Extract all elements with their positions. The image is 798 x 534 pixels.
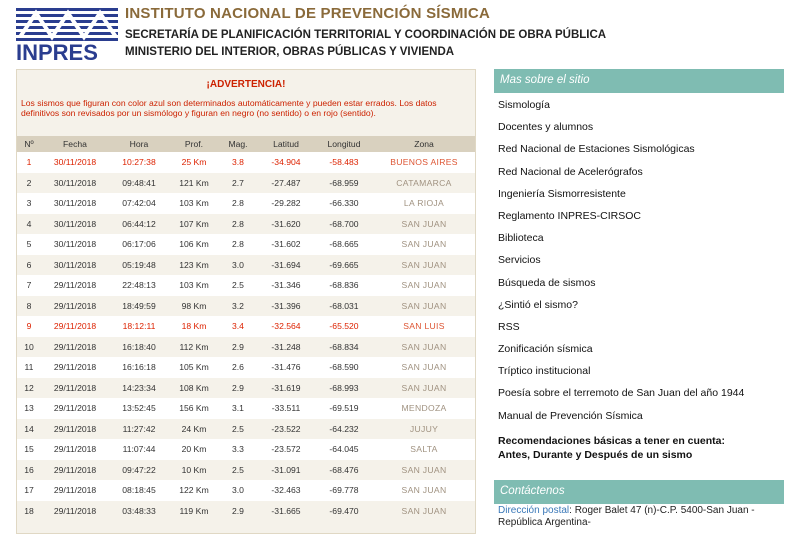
table-row[interactable] <box>17 501 475 522</box>
cell-prof: 24 Km <box>169 419 219 440</box>
cell-longitud: -68.031 <box>315 296 373 317</box>
cell-zona: SAN JUAN <box>373 275 475 296</box>
table-header-row <box>17 136 475 152</box>
sidebar-link[interactable]: ¿Sintió el sismo? <box>498 298 578 311</box>
sidebar-link-list <box>498 98 784 431</box>
cell-prof: 25 Km <box>169 152 219 173</box>
column-header-zona: Zona <box>414 139 434 149</box>
sidebar-link[interactable]: Sismología <box>498 99 550 111</box>
cell-fecha: 29/11/2018 <box>41 419 109 440</box>
cell-longitud: -68.959 <box>315 173 373 194</box>
cell-longitud: -68.590 <box>315 357 373 378</box>
cell-hora: 09:47:22 <box>109 460 169 481</box>
cell-latitud: -31.396 <box>257 296 315 317</box>
cell-numero: 12 <box>17 378 41 399</box>
cell-prof: 98 Km <box>169 296 219 317</box>
cell-hora: 10:27:38 <box>109 152 169 173</box>
cell-hora: 05:19:48 <box>109 255 169 276</box>
cell-longitud: -64.232 <box>315 419 373 440</box>
cell-zona: SAN JUAN <box>373 214 475 235</box>
table-row[interactable] <box>17 337 475 358</box>
cell-prof: 123 Km <box>169 255 219 276</box>
cell-numero: 1 <box>17 152 41 173</box>
cell-prof: 119 Km <box>169 501 219 522</box>
cell-latitud: -31.091 <box>257 460 315 481</box>
cell-longitud: -69.665 <box>315 255 373 276</box>
cell-mag: 3.1 <box>219 398 257 419</box>
cell-longitud: -68.665 <box>315 234 373 255</box>
sidebar-link[interactable]: Docentes y alumnos <box>498 121 594 134</box>
cell-zona: SAN JUAN <box>373 296 475 317</box>
cell-longitud: -64.045 <box>315 439 373 460</box>
sidebar-link[interactable]: Red Nacional de Estaciones Sismológicas <box>498 143 695 156</box>
cell-prof: 107 Km <box>169 214 219 235</box>
table-row[interactable] <box>17 296 475 317</box>
cell-mag: 2.8 <box>219 214 257 235</box>
cell-numero: 3 <box>17 193 41 214</box>
cell-numero: 8 <box>17 296 41 317</box>
cell-numero: 7 <box>17 275 41 296</box>
cell-prof: 108 Km <box>169 378 219 399</box>
cell-latitud: -33.511 <box>257 398 315 419</box>
earthquake-table <box>17 136 475 521</box>
cell-longitud: -69.470 <box>315 501 373 522</box>
inpres-logo[interactable] <box>16 7 118 65</box>
cell-mag: 2.9 <box>219 337 257 358</box>
table-row[interactable] <box>17 460 475 481</box>
cell-mag: 3.4 <box>219 316 257 337</box>
cell-mag: 3.2 <box>219 296 257 317</box>
cell-prof: 105 Km <box>169 357 219 378</box>
sidebar-header-label: Mas sobre el sitio <box>500 74 590 86</box>
sidebar-link[interactable]: Búsqueda de sismos <box>498 276 596 289</box>
warning-title: ¡ADVERTENCIA! <box>206 79 286 90</box>
cell-mag: 2.5 <box>219 275 257 296</box>
column-header-fecha: Fecha <box>63 139 87 149</box>
cell-longitud: -65.520 <box>315 316 373 337</box>
cell-latitud: -31.602 <box>257 234 315 255</box>
table-row[interactable] <box>17 173 475 194</box>
contact-address-text: : Roger Balet 47 (n)-C.P. 5400-San Juan -República Argentina- <box>498 505 755 528</box>
cell-zona: SAN JUAN <box>373 234 475 255</box>
cell-mag: 2.9 <box>219 378 257 399</box>
cell-fecha: 30/11/2018 <box>41 193 109 214</box>
cell-hora: 14:23:34 <box>109 378 169 399</box>
cell-longitud: -69.778 <box>315 480 373 501</box>
cell-hora: 06:17:06 <box>109 234 169 255</box>
cell-prof: 156 Km <box>169 398 219 419</box>
header-subtitle-secretaria: SECRETARÍA DE PLANIFICACIÓN TERRITORIAL Y COORDINACIÓN DE OBRA PÚBLICA <box>125 29 607 41</box>
cell-longitud: -68.836 <box>315 275 373 296</box>
cell-prof: 112 Km <box>169 337 219 358</box>
cell-fecha: 30/11/2018 <box>41 214 109 235</box>
cell-mag: 2.6 <box>219 357 257 378</box>
cell-numero: 18 <box>17 501 41 522</box>
cell-numero: 17 <box>17 480 41 501</box>
recommendations-link[interactable] <box>498 434 784 462</box>
cell-longitud: -68.834 <box>315 337 373 358</box>
cell-mag: 3.3 <box>219 439 257 460</box>
cell-hora: 11:27:42 <box>109 419 169 440</box>
cell-numero: 13 <box>17 398 41 419</box>
cell-latitud: -23.572 <box>257 439 315 460</box>
cell-fecha: 29/11/2018 <box>41 501 109 522</box>
cell-prof: 103 Km <box>169 275 219 296</box>
cell-fecha: 29/11/2018 <box>41 439 109 460</box>
cell-prof: 122 Km <box>169 480 219 501</box>
table-row[interactable] <box>17 480 475 501</box>
cell-longitud: -66.330 <box>315 193 373 214</box>
cell-numero: 6 <box>17 255 41 276</box>
sidebar-link[interactable]: Reglamento INPRES-CIRSOC <box>498 209 641 222</box>
recommendations-line2[interactable]: Antes, Durante y Después de un sismo <box>498 449 693 461</box>
table-row[interactable] <box>17 152 475 173</box>
cell-fecha: 29/11/2018 <box>41 378 109 399</box>
contact-header <box>494 480 784 504</box>
cell-numero: 16 <box>17 460 41 481</box>
cell-mag: 2.7 <box>219 173 257 194</box>
table-row[interactable] <box>17 439 475 460</box>
cell-zona: SAN JUAN <box>373 357 475 378</box>
cell-zona: SALTA <box>373 439 475 460</box>
table-row[interactable] <box>17 234 475 255</box>
cell-longitud: -68.476 <box>315 460 373 481</box>
page-header <box>0 0 798 66</box>
warning-text: Los sismos que figuran con color azul son determinados automáticamente y pueden estar errados. Los datos definitivos son revisados por un sismólogo y figuran en negro (no sentido) o en rojo (sentido). <box>21 98 437 119</box>
table-row[interactable] <box>17 357 475 378</box>
cell-latitud: -23.522 <box>257 419 315 440</box>
cell-fecha: 30/11/2018 <box>41 173 109 194</box>
cell-numero: 9 <box>17 316 41 337</box>
cell-latitud: -34.904 <box>257 152 315 173</box>
cell-prof: 103 Km <box>169 193 219 214</box>
table-row[interactable] <box>17 193 475 214</box>
cell-hora: 13:52:45 <box>109 398 169 419</box>
cell-prof: 20 Km <box>169 439 219 460</box>
cell-fecha: 29/11/2018 <box>41 275 109 296</box>
cell-hora: 06:44:12 <box>109 214 169 235</box>
cell-zona: SAN JUAN <box>373 480 475 501</box>
cell-zona: SAN JUAN <box>373 378 475 399</box>
cell-zona: JUJUY <box>373 419 475 440</box>
cell-latitud: -31.476 <box>257 357 315 378</box>
cell-hora: 09:48:41 <box>109 173 169 194</box>
sidebar-link[interactable]: Red Nacional de Acelerógrafos <box>498 165 643 178</box>
cell-latitud: -32.463 <box>257 480 315 501</box>
logo-text: INPRES <box>16 40 98 65</box>
cell-mag: 2.9 <box>219 501 257 522</box>
cell-hora: 18:12:11 <box>109 316 169 337</box>
table-row[interactable] <box>17 275 475 296</box>
cell-latitud: -31.665 <box>257 501 315 522</box>
cell-hora: 16:18:40 <box>109 337 169 358</box>
cell-latitud: -27.487 <box>257 173 315 194</box>
cell-zona: SAN JUAN <box>373 501 475 522</box>
page-title: INSTITUTO NACIONAL DE PREVENCIÓN SÍSMICA <box>125 5 490 22</box>
sidebar-link[interactable]: Poesía sobre el terremoto de San Juan del año 1944 <box>498 387 745 400</box>
cell-fecha: 29/11/2018 <box>41 480 109 501</box>
cell-numero: 10 <box>17 337 41 358</box>
cell-fecha: 29/11/2018 <box>41 460 109 481</box>
cell-latitud: -31.248 <box>257 337 315 358</box>
recommendations-line1[interactable]: Recomendaciones básicas a tener en cuenta: <box>498 435 726 447</box>
table-row[interactable] <box>17 316 475 337</box>
header-subtitle-ministerio: MINISTERIO DEL INTERIOR, OBRAS PÚBLICAS Y VIVIENDA <box>125 46 455 58</box>
contact-address <box>498 505 784 528</box>
cell-fecha: 30/11/2018 <box>41 234 109 255</box>
cell-latitud: -32.564 <box>257 316 315 337</box>
sidebar <box>494 69 784 532</box>
cell-prof: 18 Km <box>169 316 219 337</box>
cell-mag: 3.8 <box>219 152 257 173</box>
cell-hora: 18:49:59 <box>109 296 169 317</box>
cell-numero: 11 <box>17 357 41 378</box>
cell-zona: SAN LUIS <box>373 316 475 337</box>
cell-hora: 07:42:04 <box>109 193 169 214</box>
column-header-numero: Nº <box>24 139 34 149</box>
cell-prof: 106 Km <box>169 234 219 255</box>
cell-numero: 4 <box>17 214 41 235</box>
cell-fecha: 29/11/2018 <box>41 398 109 419</box>
cell-latitud: -31.620 <box>257 214 315 235</box>
cell-fecha: 30/11/2018 <box>41 255 109 276</box>
sidebar-link[interactable]: RSS <box>498 320 520 333</box>
cell-hora: 11:07:44 <box>109 439 169 460</box>
sidebar-header <box>494 69 784 93</box>
cell-prof: 121 Km <box>169 173 219 194</box>
cell-zona: LA RIOJA <box>373 193 475 214</box>
cell-latitud: -29.282 <box>257 193 315 214</box>
column-header-hora: Hora <box>129 139 149 149</box>
cell-latitud: -31.694 <box>257 255 315 276</box>
cell-zona: CATAMARCA <box>373 173 475 194</box>
table-row[interactable] <box>17 419 475 440</box>
cell-fecha: 29/11/2018 <box>41 296 109 317</box>
sidebar-link[interactable]: Servicios <box>498 254 541 267</box>
table-row[interactable] <box>17 214 475 235</box>
cell-fecha: 29/11/2018 <box>41 316 109 337</box>
cell-mag: 2.5 <box>219 460 257 481</box>
cell-longitud: -68.700 <box>315 214 373 235</box>
cell-zona: SAN JUAN <box>373 460 475 481</box>
cell-prof: 10 Km <box>169 460 219 481</box>
column-header-mag: Mag. <box>228 139 248 149</box>
sidebar-link[interactable]: Manual de Prevención Sísmica <box>498 409 643 422</box>
column-header-latitud: Latitud <box>273 139 299 149</box>
table-row[interactable] <box>17 378 475 399</box>
cell-numero: 5 <box>17 234 41 255</box>
cell-numero: 14 <box>17 419 41 440</box>
cell-mag: 3.0 <box>219 255 257 276</box>
cell-longitud: -69.519 <box>315 398 373 419</box>
cell-zona: SAN JUAN <box>373 255 475 276</box>
cell-longitud: -58.483 <box>315 152 373 173</box>
cell-latitud: -31.346 <box>257 275 315 296</box>
cell-numero: 15 <box>17 439 41 460</box>
cell-latitud: -31.619 <box>257 378 315 399</box>
cell-numero: 2 <box>17 173 41 194</box>
column-header-prof: Prof. <box>184 139 204 149</box>
cell-hora: 08:18:45 <box>109 480 169 501</box>
contact-label: Dirección postal <box>498 505 570 516</box>
cell-mag: 3.0 <box>219 480 257 501</box>
cell-longitud: -68.993 <box>315 378 373 399</box>
earthquake-table-body <box>17 152 475 521</box>
earthquake-panel <box>16 69 476 534</box>
table-row[interactable] <box>17 255 475 276</box>
cell-zona: MENDOZA <box>373 398 475 419</box>
sidebar-link[interactable]: Biblioteca <box>498 232 544 245</box>
cell-fecha: 29/11/2018 <box>41 357 109 378</box>
cell-mag: 2.5 <box>219 419 257 440</box>
cell-fecha: 29/11/2018 <box>41 337 109 358</box>
table-row[interactable] <box>17 398 475 419</box>
sidebar-link[interactable]: Zonificación sísmica <box>498 343 593 356</box>
contact-header-label: Contáctenos <box>500 485 565 497</box>
cell-hora: 16:16:18 <box>109 357 169 378</box>
cell-zona: SAN JUAN <box>373 337 475 358</box>
cell-fecha: 30/11/2018 <box>41 152 109 173</box>
sidebar-link[interactable]: Ingeniería Sismorresistente <box>498 187 626 200</box>
cell-hora: 22:48:13 <box>109 275 169 296</box>
cell-mag: 2.8 <box>219 234 257 255</box>
sidebar-link[interactable]: Tríptico institucional <box>498 365 591 378</box>
cell-zona: BUENOS AIRES <box>373 152 475 173</box>
cell-mag: 2.8 <box>219 193 257 214</box>
cell-hora: 03:48:33 <box>109 501 169 522</box>
column-header-longitud: Longitud <box>327 139 361 149</box>
